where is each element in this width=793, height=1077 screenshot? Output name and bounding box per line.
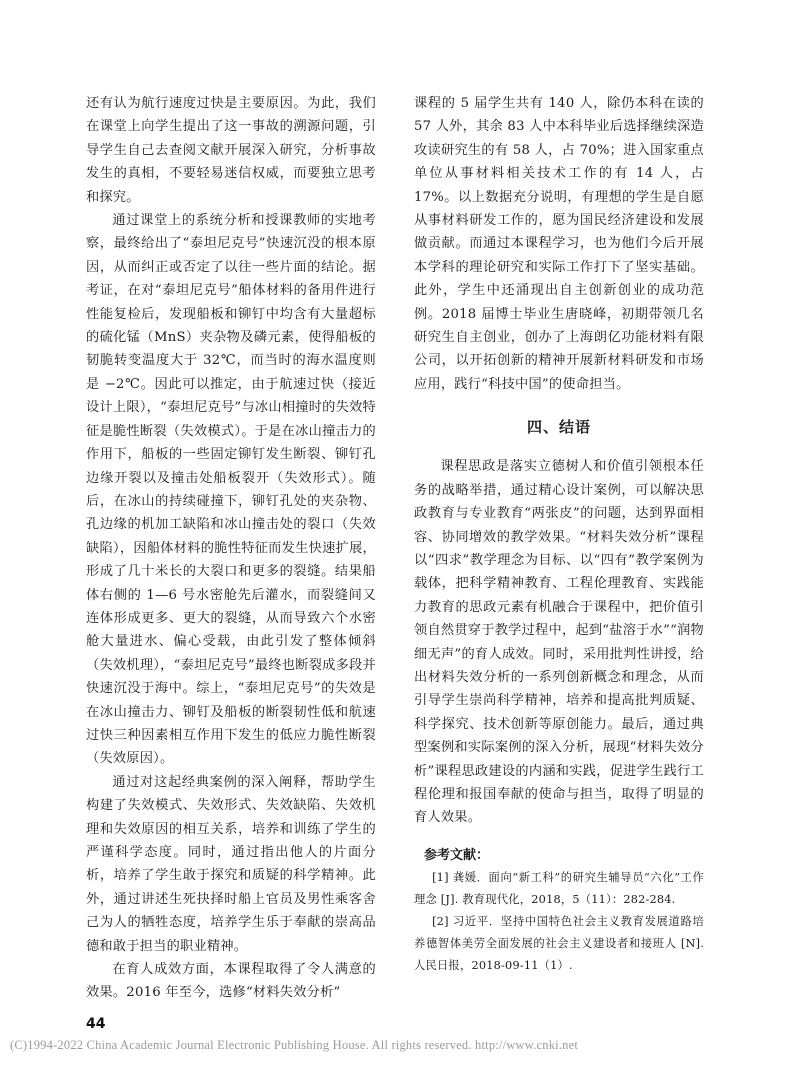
section-heading: 四、结语 <box>526 418 591 437</box>
body-paragraph: 在育人成效方面，本课程取得了令人满意的效果。2016 年至今，选修“材料失效分析” <box>86 962 376 1001</box>
body-paragraph: 还有认为航行速度过快是主要原因。为此，我们在课堂上向学生提出了这一事故的溯源问题，引导学生自己去查阅文献开展深入研究，分析事故发生的真相，不要轻易迷信权威，而要独立思考和探究。 <box>86 96 376 205</box>
conclusion-paragraph: 课程思政是落实立德树人和价值引领根本任务的战略举措，通过精心设计案例，可以解决思政教育与专业教育“两张皮”的问题，达到界面相容、协同增效的教学效果。“材料失效分析”课程以“四求”教学理念为目标、以“四有”教学案例为载体，把科学精神教育、工程伦理教育、实践能力教育的思政元素有机融合于课程中，把价值引领自然贯穿于教学过程中，起到“盐溶于水”“润物细无声”的育人成效。同时，采用批判性讲授，给出材料失效分析的一系列创新概念和理念，从而引导学生崇尚科学精神，培养和提高批判质疑、科学探究、技术创新等原创能力。最后，通过典型案例和实际案例的深入分析，展现“材料失效分析”课程思政建设的内涵和实践，促进学生践行工程伦理和报国奉献的使命与担当，取得了明显的育人效果。 <box>414 459 704 826</box>
copyright-notice: (C)1994-2022 China Academic Journal Electronic Publishing House. All rights reserved. http://www.cnki.net <box>10 1038 579 1052</box>
reference-item: [2] 习近平．坚持中国特色社会主义教育发展道路培养德智体美劳全面发展的社会主义建设者和接班人 [N]. 人民日报，2018-09-11（1）. <box>414 914 704 972</box>
references-heading: 参考文献： <box>424 847 490 863</box>
left-column <box>86 92 376 1005</box>
right-column <box>414 92 704 977</box>
page-number: 44 <box>86 1016 106 1032</box>
reference-item: [1] 龚媛．面向“新工科”的研究生辅导员“六化”工作理念 [J]. 教育现代化，2018，5（11）：282-284. <box>414 870 704 906</box>
body-paragraph: 通过对这起经典案例的深入阐释，帮助学生构建了失效模式、失效形式、失效缺陷、失效机理和失效原因的相互关系，培养和训练了学生的严谨科学态度。同时，通过指出他人的片面分析，培养了学生敢于探究和质疑的科学精神。此外，通过讲述生死抉择时船上官员及男性乘客舍己为人的牺牲态度，培养学生乐于奉献的崇高品德和敢于担当的职业精神。 <box>86 774 376 954</box>
body-paragraph: 通过课堂上的系统分析和授课教师的实地考察，最终给出了“泰坦尼克号”快速沉没的根本原因，从而纠正或否定了以往一些片面的结论。据考证，在对“泰坦尼克号”船体材料的备用件进行性能复检后，发现船板和铆钉中均含有大量超标的硫化锰（MnS）夹杂物及磷元素，使得船板的韧脆转变温度大于 32℃，而当时的海水温度则是 −2℃。因此可以推定，由于航速过快（接近设计上限），“泰坦尼克号”与冰山相撞时的失效特征是脆性断裂（失效模式）。于是在冰山撞击力的作用下，船板的一些固定铆钉发生断裂、铆钉孔边缘开裂以及撞击处船板裂开（失效形式）。随后，在冰山的持续碰撞下，铆钉孔处的夹杂物、孔边缘的机加工缺陷和冰山撞击处的裂口（失效缺陷），因船体材料的脆性特征而发生快速扩展，形成了几十米长的大裂口和更多的裂缝。结果船体右侧的 1—6 号水密舱先后灌水，而裂缝间又连体形成更多、更大的裂缝，从而导致六个水密舱大量进水、偏心受载，由此引发了整体倾斜（失效机理），“泰坦尼克号”最终也断裂成多段并快速沉没于海中。综上，“泰坦尼克号”的失效是在冰山撞击力、铆钉及船板的断裂韧性低和航速过快三种因素相互作用下发生的低应力脆性断裂（失效原因）。 <box>86 213 376 767</box>
body-paragraph: 课程的 5 届学生共有 140 人，除仍本科在读的 57 人外，其余 83 人中本科毕业后选择继续深造攻读研究生的有 58 人，占 70%；进入国家重点单位从事材料相关技术工作的有 14 人，占 17%。以上数据充分说明，有理想的学生是自愿从事材料研发工作的，愿为国民经济建设和发展做贡献。而通过本课程学习，也为他们今后开展本学科的理论研究和实际工作打下了坚实基础。此外，学生中还涌现出自主创新创业的成功范例。2018 届博士毕业生唐晓峰，初期带领几名研究生自主创业，创办了上海朗亿功能材料有限公司，以开拓创新的精神开展新材料研发和市场应用，践行“科技中国”的使命担当。 <box>414 96 704 392</box>
